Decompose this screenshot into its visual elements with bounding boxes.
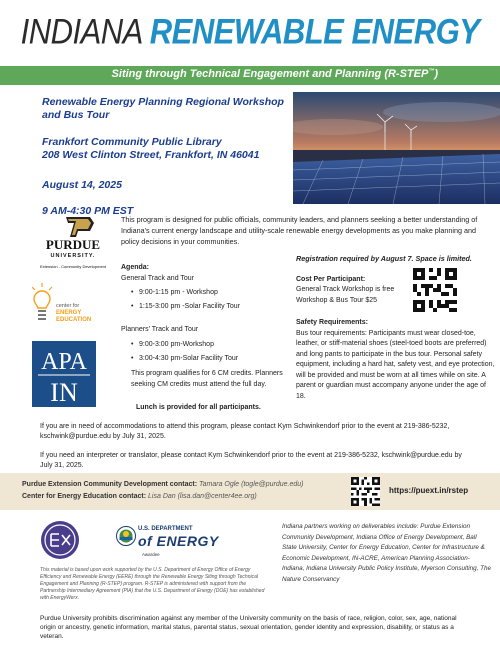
event-address: 208 West Clinton Street, Frankfort, IN 46041 bbox=[42, 149, 260, 161]
qr-code-icon bbox=[413, 268, 457, 312]
center-for-energy-education-logo bbox=[32, 283, 112, 343]
interpreter-note: If you need an interpreter or translator, please contact Kym Schwinkendorf prior to the event at 219-386-5232, kschwink@purdue.edu by July 31, 2025. bbox=[40, 452, 462, 469]
cost-line-tour: Workshop & Bus Tour $25 bbox=[296, 296, 378, 304]
purdue-university-text: UNIVERSITY. bbox=[50, 253, 96, 259]
apa-text: APA bbox=[41, 349, 87, 375]
apa-in-mark bbox=[32, 341, 96, 407]
contact-cee-value[interactable]: Lisa Dan (lisa.dan@center4ee.org) bbox=[148, 493, 257, 500]
cm-credits-note: This program qualifies for 6 CM credits. Planners seeking CM credits must attend the full day. bbox=[131, 370, 283, 388]
doe-line1: U.S. DEPARTMENT bbox=[138, 526, 193, 532]
event-time: 9 AM-4:30 PM EST bbox=[42, 205, 134, 217]
in-text: IN bbox=[50, 378, 78, 407]
rstep-url-link[interactable]: https://puext.in/rstep bbox=[389, 486, 469, 495]
purdue-p-icon bbox=[28, 213, 118, 273]
cee-line3: EDUCATION bbox=[56, 317, 92, 323]
purdue-wordmark: PURDUE bbox=[45, 237, 101, 252]
agenda-item: • 3:00-4:30 pm-Solar Facility Tour bbox=[131, 353, 291, 364]
event-info bbox=[42, 96, 292, 217]
purdue-dept-text: Extension - Community Development bbox=[39, 264, 107, 269]
event-venue: Frankfort Community Public Library bbox=[42, 136, 222, 148]
agenda-track-general: General Track and Tour bbox=[121, 275, 195, 282]
accommodation-notes bbox=[40, 422, 470, 471]
agenda-heading: Agenda: bbox=[121, 264, 149, 271]
contact-cee-label: Center for Energy Education contact: bbox=[22, 493, 147, 500]
program-description: This program is designed for public officials, community leaders, and planners seeking a better understanding of Indiana's current energy landscape and utility-scale renewable energy developments as you make planning and policy decisions in your communities. bbox=[121, 215, 478, 246]
accommodation-note: If you are in need of accommodations to attend this program, please contact Kym Schwinkendorf prior to the event at 219-386-5232, kschwink@purdue.edu by July 31, 2025. bbox=[40, 423, 450, 440]
title-renewable-energy: RENEWABLE ENERGY bbox=[149, 11, 480, 52]
lightbulb-icon bbox=[32, 283, 112, 343]
registration-section bbox=[296, 254, 496, 402]
doe-logo bbox=[116, 520, 226, 560]
cee-line2: ENERGY bbox=[56, 310, 82, 316]
contact-cee bbox=[22, 493, 257, 500]
doe-awardee: Awardee bbox=[142, 552, 160, 557]
agenda-track-general-list bbox=[131, 287, 291, 312]
agenda-item: • 9:00-3:00 pm-Workshop bbox=[131, 339, 291, 350]
agenda-item: • 1:15-3:00 pm -Solar Facility Tour bbox=[131, 301, 291, 312]
agenda-item: • 9:00-1:15 pm - Workshop bbox=[131, 287, 291, 298]
solar-farm-illustration bbox=[293, 92, 500, 204]
event-name: Renewable Energy Planning Regional Workshop and Bus Tour bbox=[42, 96, 284, 121]
agenda-section bbox=[121, 262, 291, 390]
partners-statement: Indiana partners working on deliverables include: Purdue Extension Community Development, Indiana Office of Energy Development, Ball State University, Center for Energy Education, Center for Infrastructure & Economic Development, IN-ACRE, American Planning Association-Indiana, Indiana University Public Policy Institute, Myerson Consulting, The Nature Conservancy bbox=[282, 523, 491, 583]
purdue-logo bbox=[28, 213, 118, 273]
doe-line2: of ENERGY bbox=[138, 533, 219, 549]
contact-purdue-value[interactable]: Tamara Ogle (togle@purdue.edu) bbox=[198, 481, 304, 488]
nondiscrimination-statement: Purdue University prohibits discrimination against any member of the University community on the basis of race, religion, color, sex, age, national origin or ancestry, genetic information, marital status, parental status, sexual orientation, gender identity and expression, disability, or status as a veteran. bbox=[40, 615, 457, 640]
contact-bar bbox=[0, 473, 500, 510]
registration-deadline: Registration required by August 7. Space is limited. bbox=[296, 254, 472, 263]
contact-purdue-label: Purdue Extension Community Development contact: bbox=[22, 481, 198, 488]
apa-indiana-logo bbox=[32, 341, 96, 407]
event-location bbox=[42, 136, 292, 162]
agenda-track-planners-list bbox=[131, 339, 291, 364]
extension-ex-icon bbox=[40, 520, 80, 560]
flyer-title bbox=[0, 11, 500, 52]
cost-line-free: General Track Workshop is free bbox=[296, 286, 395, 293]
extension-logo bbox=[40, 520, 80, 560]
solar-farm-photo bbox=[293, 92, 500, 204]
contact-purdue bbox=[22, 481, 304, 488]
safety-text: Bus tour requirements: Participants must wear closed-toe, leather, or stiff-material shoes (steel-toed boots are preferred) and long pants to participate in the bus tour. Personal safety equipment, including a hard hat, safety vest, and eye protection, will be provided and must be worn at all times while on site. A parent or guardian must accompany anyone under the age of 18. bbox=[296, 329, 495, 400]
agenda-track-planners: Planners' Track and Tour bbox=[121, 326, 199, 333]
qr-code-icon bbox=[351, 477, 380, 506]
subtitle-banner bbox=[0, 66, 500, 85]
cee-line1: center for bbox=[56, 303, 80, 309]
banner-text: Siting through Technical Engagement and Planning (R-STEP™) bbox=[111, 68, 438, 80]
registration-qr-code[interactable] bbox=[413, 268, 457, 312]
title-indiana: INDIANA bbox=[20, 11, 142, 52]
cost-heading: Cost Per Participant: bbox=[296, 275, 366, 283]
rstep-qr-code[interactable] bbox=[351, 477, 380, 506]
safety-heading: Safety Requirements: bbox=[296, 319, 368, 326]
lunch-note: Lunch is provided for all participants. bbox=[136, 404, 261, 411]
event-date: August 14, 2025 bbox=[42, 179, 122, 191]
doe-seal-icon bbox=[116, 526, 136, 546]
funding-statement: This material is based upon work supported by the U.S. Department of Energy Office of Energy Efficiency and Renewable Energy (EERE) through the Renewable Energy Siting through Technical Engagement and Planning (R-STEP) program. R-STEP is administered with support from the Partnership Intermediary Agreement (PIA) that the U.S. Department of Energy (DOE) has established with EnergyWerx. bbox=[40, 567, 265, 601]
